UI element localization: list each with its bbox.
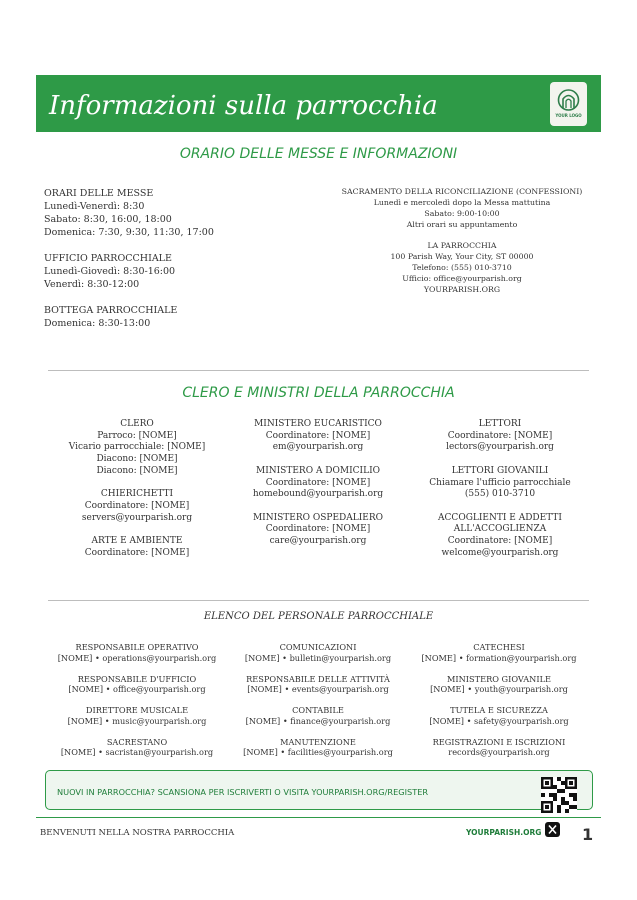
ministry-block bbox=[56, 536, 218, 559]
shop-hours-heading: BOTTEGA PARROCCHIALE bbox=[44, 305, 178, 316]
staff-role: RESPONSABILE DELLE ATTIVITÀ bbox=[246, 673, 390, 684]
parish-contact-block bbox=[335, 240, 589, 295]
ministry-block bbox=[418, 419, 582, 454]
ministry-line: Coordinatore: [NOME] bbox=[84, 500, 190, 511]
footer-website-link[interactable]: YOURPARISH.ORG bbox=[466, 828, 542, 837]
ministry-heading: CHIERICHETTI bbox=[100, 489, 174, 500]
parish-contact-heading: LA PARROCCHIA bbox=[427, 241, 497, 250]
ministry-line: Coordinatore: [NOME] bbox=[265, 524, 371, 535]
ministry-line: Coordinatore: [NOME] bbox=[447, 430, 553, 441]
staff-role: DIRETTORE MUSICALE bbox=[85, 705, 189, 716]
staff-contact: [NOME] • facilities@yourparish.org bbox=[243, 747, 393, 758]
staff-entry bbox=[228, 737, 408, 758]
ministry-line: (555) 010-3710 bbox=[464, 489, 536, 500]
section-title-staff: ELENCO DEL PERSONALE PARROCCHIALE bbox=[203, 611, 434, 622]
ministry-line: welcome@yourparish.org bbox=[441, 547, 559, 558]
staff-role: TUTELA E SICUREZZA bbox=[450, 705, 548, 716]
registration-text[interactable]: NUOVI IN PARROCCHIA? SCANSIONA PER ISCRIVERTI O VISITA YOURPARISH.ORG/REGISTER bbox=[57, 787, 429, 797]
staff-entry bbox=[46, 642, 228, 663]
ministry-line: servers@yourparish.org bbox=[81, 512, 193, 523]
staff-contact: [NOME] • formation@yourparish.org bbox=[421, 652, 577, 663]
reconciliation-block bbox=[335, 186, 589, 230]
office-hours-line: Venerdì: 8:30-12:00 bbox=[44, 279, 140, 290]
staff-entry bbox=[408, 705, 590, 726]
ministry-block bbox=[228, 419, 408, 454]
staff-entry bbox=[228, 705, 408, 726]
parish-address: 100 Parish Way, Your City, ST 00000 bbox=[390, 252, 534, 261]
divider bbox=[48, 370, 589, 371]
shop-hours-block bbox=[44, 304, 214, 330]
staff-role: MANUTENZIONE bbox=[280, 736, 356, 747]
staff-column-1 bbox=[46, 642, 228, 768]
section-title-clergy: CLERO E MINISTRI DELLA PARROCCHIA bbox=[182, 385, 455, 401]
office-hours-block bbox=[44, 252, 214, 291]
ministry-block bbox=[228, 513, 408, 548]
ministry-block bbox=[56, 489, 218, 524]
office-hours-heading: UFFICIO PARROCCHIALE bbox=[44, 253, 172, 264]
staff-contact: [NOME] • safety@yourparish.org bbox=[429, 715, 569, 726]
ministry-line: Coordinatore: [NOME] bbox=[447, 536, 553, 546]
info-column bbox=[335, 186, 589, 305]
clergy-column-1 bbox=[56, 419, 218, 571]
staff-entry bbox=[228, 642, 408, 663]
staff-contact: [NOME] • events@yourparish.org bbox=[247, 684, 389, 695]
staff-role: REGISTRAZIONI E ISCRIZIONI bbox=[432, 736, 566, 747]
parish-phone: Telefono: (555) 010-3710 bbox=[412, 263, 512, 272]
clergy-column-2 bbox=[228, 419, 408, 559]
ministry-line: em@yourparish.org bbox=[272, 442, 364, 453]
ministry-heading: ARTE E AMBIENTE bbox=[91, 536, 183, 546]
staff-contact: [NOME] • sacristan@yourparish.org bbox=[60, 747, 214, 758]
ministry-line: care@yourparish.org bbox=[269, 536, 367, 546]
staff-role: CATECHESI bbox=[473, 642, 525, 652]
staff-role: SACRESTANO bbox=[106, 736, 168, 747]
ministry-heading: CLERO bbox=[120, 419, 154, 429]
staff-role: MINISTERO GIOVANILE bbox=[447, 673, 551, 684]
footer-welcome: BENVENUTI NELLA NOSTRA PARROCCHIA bbox=[40, 828, 235, 838]
staff-entry bbox=[46, 737, 228, 758]
ministry-line: Parroco: [NOME] bbox=[97, 430, 177, 441]
ministry-heading: ACCOGLIENTI E ADDETTI bbox=[438, 512, 562, 523]
ministry-line: lectors@yourparish.org bbox=[446, 442, 554, 453]
staff-contact: [NOME] • youth@yourparish.org bbox=[430, 684, 568, 695]
clergy-column-3 bbox=[418, 419, 582, 571]
ministry-line: Diacono: [NOME] bbox=[96, 465, 178, 476]
ministry-block bbox=[228, 466, 408, 501]
staff-role: CONTABILE bbox=[292, 705, 344, 716]
section-title-mass-times: ORARIO DELLE MESSE E INFORMAZIONI bbox=[179, 146, 458, 162]
church-logo-icon bbox=[557, 88, 580, 112]
staff-role: RESPONSABILE OPERATIVO bbox=[75, 642, 199, 652]
page-number: 1 bbox=[582, 825, 594, 844]
ministry-line: Coordinatore: [NOME] bbox=[265, 430, 371, 441]
staff-role: COMUNICAZIONI bbox=[279, 642, 357, 652]
qr-code-icon[interactable] bbox=[541, 777, 577, 813]
staff-entry bbox=[408, 642, 590, 663]
schedule-column bbox=[44, 187, 214, 343]
ministry-line: Coordinatore: [NOME] bbox=[265, 477, 371, 488]
page-title: Informazioni sulla parrocchia bbox=[49, 91, 438, 121]
ministry-heading: LETTORI bbox=[478, 419, 522, 429]
reconciliation-heading: SACRAMENTO DELLA RICONCILIAZIONE (CONFESSIONI) bbox=[341, 187, 583, 196]
staff-entry bbox=[228, 674, 408, 695]
staff-contact: [NOME] • bulletin@yourparish.org bbox=[244, 652, 392, 663]
staff-contact: [NOME] • office@yourparish.org bbox=[68, 684, 206, 695]
ministry-line: Diacono: [NOME] bbox=[96, 454, 178, 465]
mass-times-heading: ORARI DELLE MESSE bbox=[44, 188, 154, 199]
x-social-icon[interactable] bbox=[545, 822, 560, 837]
ministry-block bbox=[418, 513, 582, 560]
ministry-block bbox=[56, 419, 218, 478]
parish-website: YOURPARISH.ORG bbox=[423, 285, 501, 294]
divider bbox=[48, 600, 589, 601]
mass-times-block bbox=[44, 187, 214, 239]
staff-entry bbox=[408, 737, 590, 758]
staff-contact: [NOME] • operations@yourparish.org bbox=[57, 652, 217, 663]
staff-role: RESPONSABILE D'UFFICIO bbox=[77, 673, 197, 684]
staff-contact: [NOME] • music@yourparish.org bbox=[67, 715, 207, 726]
ministry-heading: MINISTERO A DOMICILIO bbox=[255, 465, 381, 476]
header-bar bbox=[36, 75, 601, 132]
staff-entry bbox=[408, 674, 590, 695]
mass-times-line: Domenica: 7:30, 9:30, 11:30, 17:00 bbox=[44, 227, 214, 238]
reconciliation-line: Lunedì e mercoledì dopo la Messa mattutina bbox=[373, 198, 551, 207]
ministry-line: Chiamare l'ufficio parrocchiale bbox=[429, 477, 571, 488]
footer-divider bbox=[36, 817, 601, 818]
ministry-heading: MINISTERO OSPEDALIERO bbox=[252, 512, 384, 523]
staff-entry bbox=[46, 705, 228, 726]
ministry-line: Vicario parrocchiale: [NOME] bbox=[68, 442, 206, 453]
staff-column-2 bbox=[228, 642, 408, 768]
reconciliation-line: Altri orari su appuntamento bbox=[406, 220, 518, 229]
parish-logo bbox=[550, 82, 587, 126]
shop-hours-line: Domenica: 8:30-13:00 bbox=[44, 318, 151, 329]
mass-times-line: Lunedì-Venerdì: 8:30 bbox=[44, 201, 145, 212]
parish-email: Ufficio: office@yourparish.org bbox=[402, 274, 522, 283]
staff-contact: records@yourparish.org bbox=[448, 747, 550, 758]
staff-entry bbox=[46, 674, 228, 695]
ministry-line: homebound@yourparish.org bbox=[252, 489, 384, 500]
ministry-block bbox=[418, 466, 582, 501]
ministry-line: Coordinatore: [NOME] bbox=[84, 547, 190, 558]
reconciliation-line: Sabato: 9:00-10:00 bbox=[424, 209, 500, 218]
logo-text: YOUR LOGO bbox=[555, 113, 582, 118]
registration-banner[interactable] bbox=[45, 770, 593, 810]
office-hours-line: Lunedì-Giovedì: 8:30-16:00 bbox=[44, 266, 176, 277]
staff-column-3 bbox=[408, 642, 590, 768]
ministry-line: ALL'ACCOGLIENZA bbox=[453, 524, 547, 535]
staff-contact: [NOME] • finance@yourparish.org bbox=[245, 715, 391, 726]
ministry-heading: MINISTERO EUCARISTICO bbox=[254, 419, 382, 429]
ministry-heading: LETTORI GIOVANILI bbox=[451, 465, 549, 476]
mass-times-line: Sabato: 8:30, 16:00, 18:00 bbox=[44, 214, 172, 225]
